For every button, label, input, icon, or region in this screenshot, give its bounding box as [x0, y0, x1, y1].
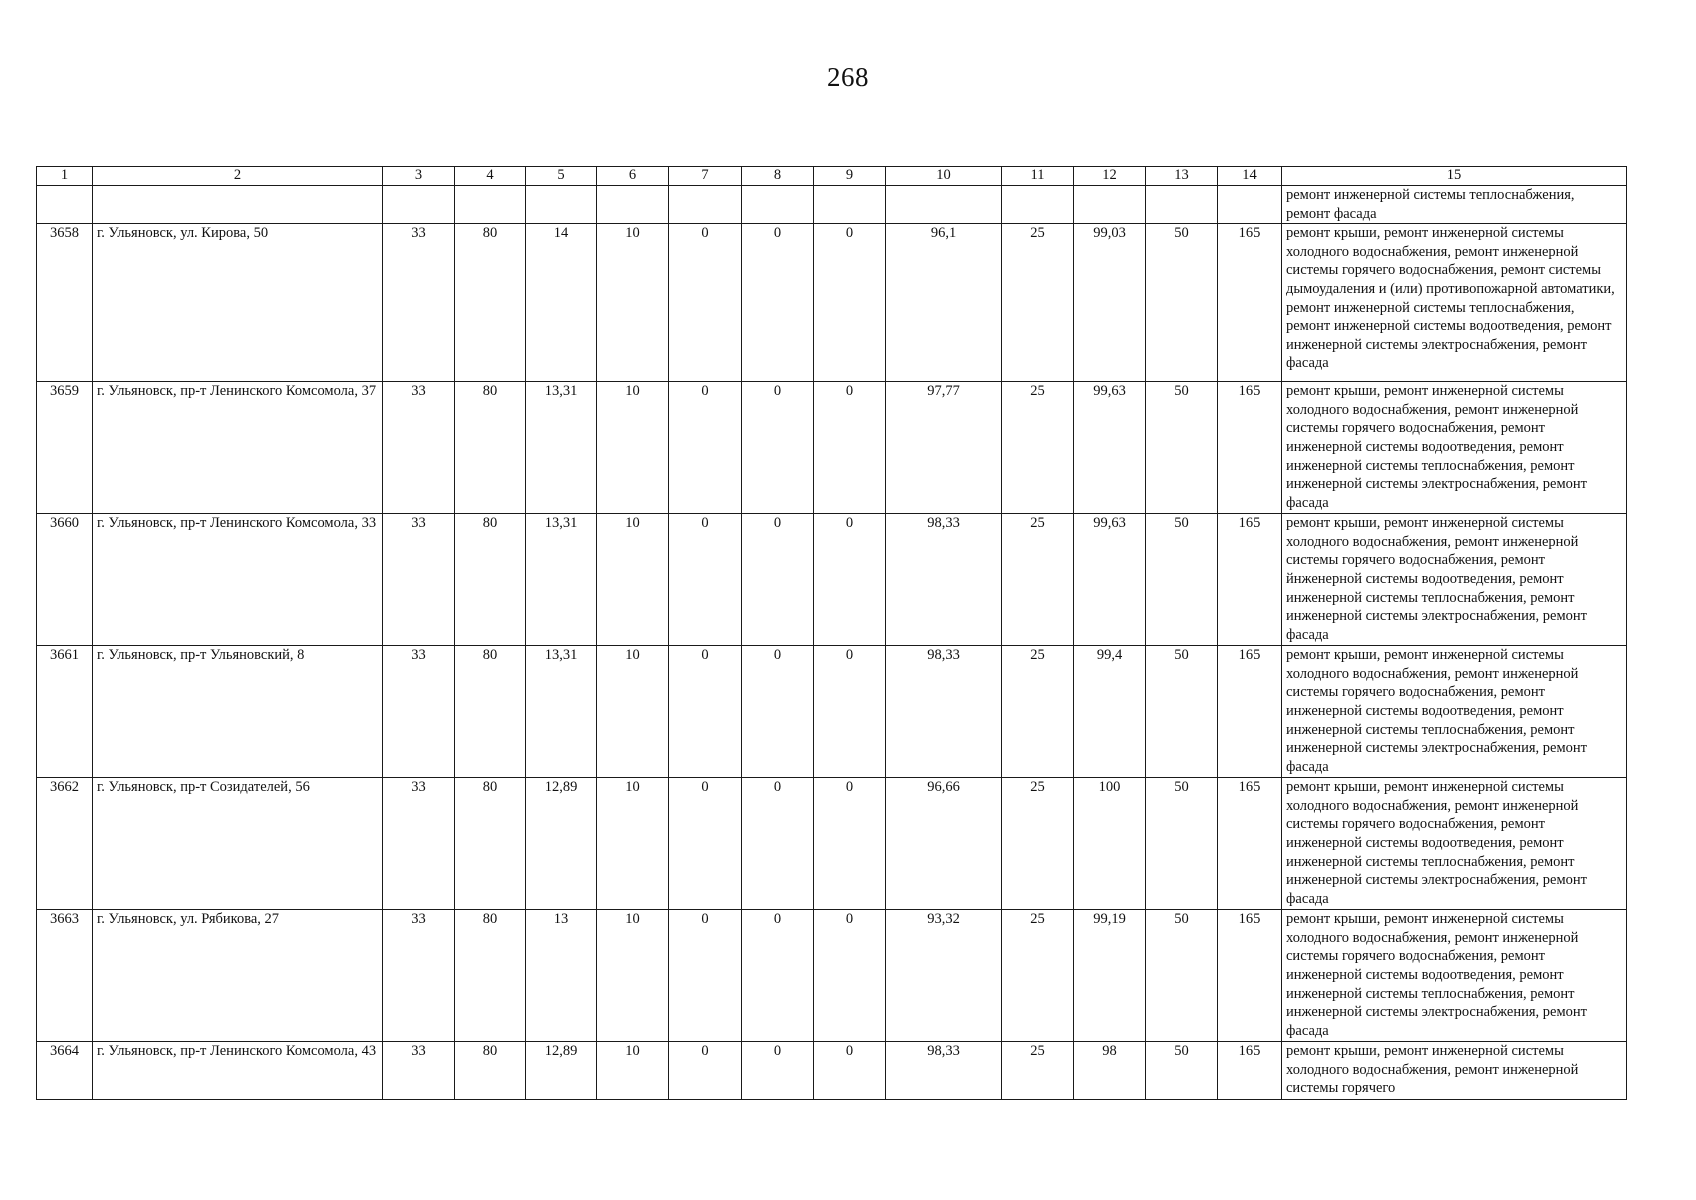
cell-c5: 12,89: [526, 1042, 597, 1100]
table-row-continuation: [37, 186, 1627, 224]
row-works: ремонт крыши, ремонт инженерной системы холодного водоснабжения, ремонт инженерной системы горячего водоснабжения, ремонт инженерной системы водоотведения, ремонт инженерной системы теплоснабжения, ремонт инженерной системы электроснабжения, ремонт фасада: [1282, 646, 1627, 778]
cell-c14: 165: [1218, 1042, 1282, 1100]
cell-c3: 33: [383, 646, 455, 778]
cell-c11: 25: [1002, 1042, 1074, 1100]
column-header: 3: [383, 167, 455, 186]
column-header: 5: [526, 167, 597, 186]
table-row: [37, 224, 1627, 382]
column-header: 14: [1218, 167, 1282, 186]
table-row: [37, 382, 1627, 514]
cell-c5: 13,31: [526, 382, 597, 514]
cell-c6: 10: [597, 646, 669, 778]
cell-c8: 0: [742, 514, 814, 646]
cell-c4: 80: [455, 778, 526, 910]
cell-c10: 96,66: [886, 778, 1002, 910]
cell-c9: 0: [814, 778, 886, 910]
cell-c8: 0: [742, 778, 814, 910]
table-row: [37, 910, 1627, 1042]
row-works: ремонт крыши, ремонт инженерной системы холодного водоснабжения, ремонт инженерной системы горячего водоснабжения, ремонт инженерной системы водоотведения, ремонт инженерной системы теплоснабжения, ремонт инженерной системы электроснабжения, ремонт фасада: [1282, 910, 1627, 1042]
column-header: 7: [669, 167, 742, 186]
table-row: [37, 646, 1627, 778]
cell-c7: 0: [669, 514, 742, 646]
cell-c4: 80: [455, 224, 526, 382]
cell-c14: 165: [1218, 778, 1282, 910]
cell-c6: 10: [597, 1042, 669, 1100]
page-number: 268: [827, 62, 869, 92]
cell-c5: 14: [526, 224, 597, 382]
cell-c11: 25: [1002, 646, 1074, 778]
cell-c7: 0: [669, 646, 742, 778]
column-number-row: [37, 167, 1627, 186]
cell-c5: 13: [526, 910, 597, 1042]
cell-c12: 99,4: [1074, 646, 1146, 778]
column-header: 10: [886, 167, 1002, 186]
column-header: 9: [814, 167, 886, 186]
cell-c8: 0: [742, 646, 814, 778]
cell-c7: 0: [669, 382, 742, 514]
cell-c6: 10: [597, 224, 669, 382]
cell-c8: 0: [742, 224, 814, 382]
cell-c9: 0: [814, 910, 886, 1042]
column-header: 11: [1002, 167, 1074, 186]
cell-c8: 0: [742, 1042, 814, 1100]
cell-c11: 25: [1002, 514, 1074, 646]
cell-c4: 80: [455, 514, 526, 646]
cell-c4: 80: [455, 382, 526, 514]
table-row: [37, 514, 1627, 646]
cell-c11: 25: [1002, 382, 1074, 514]
cell-c3: 33: [383, 224, 455, 382]
cell-c12: 99,63: [1074, 382, 1146, 514]
cell-c12: 100: [1074, 778, 1146, 910]
row-works: ремонт крыши, ремонт инженерной системы холодного водоснабжения, ремонт инженерной системы горячего: [1282, 1042, 1627, 1100]
cell-c10: 97,77: [886, 382, 1002, 514]
column-header: 15: [1282, 167, 1627, 186]
row-works: ремонт крыши, ремонт инженерной системы холодного водоснабжения, ремонт инженерной системы горячего водоснабжения, ремонт системы дымоудаления и (или) противопожарной автоматики, ремонт инженерной системы теплоснабжения, ремонт инженерной системы водоотведения, ремонт инженерной системы электроснабжения, ремонт фасада: [1282, 224, 1627, 382]
cell-c6: 10: [597, 514, 669, 646]
row-address: г. Ульяновск, пр-т Ульяновский, 8: [93, 646, 383, 778]
row-id: 3659: [37, 382, 93, 514]
cell-c11: 25: [1002, 224, 1074, 382]
row-address: г. Ульяновск, пр-т Созидателей, 56: [93, 778, 383, 910]
row-id: 3658: [37, 224, 93, 382]
row-address: г. Ульяновск, ул. Рябикова, 27: [93, 910, 383, 1042]
cell-c10: 98,33: [886, 646, 1002, 778]
cell-c13: 50: [1146, 910, 1218, 1042]
cell-c10: 96,1: [886, 224, 1002, 382]
row-id: 3662: [37, 778, 93, 910]
row-id: 3663: [37, 910, 93, 1042]
column-header: 1: [37, 167, 93, 186]
cell-c10: 98,33: [886, 1042, 1002, 1100]
cell-c9: 0: [814, 382, 886, 514]
cell-c5: 13,31: [526, 514, 597, 646]
column-header: 2: [93, 167, 383, 186]
cell-c13: 50: [1146, 1042, 1218, 1100]
cell-c12: 98: [1074, 1042, 1146, 1100]
column-header: 12: [1074, 167, 1146, 186]
cell-c13: 50: [1146, 778, 1218, 910]
row-address: г. Ульяновск, пр-т Ленинского Комсомола, 37: [93, 382, 383, 514]
cell-c7: 0: [669, 224, 742, 382]
row-works: ремонт крыши, ремонт инженерной системы холодного водоснабжения, ремонт инженерной системы горячего водоснабжения, ремонт йнженерной системы водоотведения, ремонт инженерной системы теплоснабжения, ремонт инженерной системы электроснабжения, ремонт фасада: [1282, 514, 1627, 646]
cell-c3: 33: [383, 1042, 455, 1100]
column-header: 4: [455, 167, 526, 186]
cell-c4: 80: [455, 1042, 526, 1100]
row-works: ремонт крыши, ремонт инженерной системы холодного водоснабжения, ремонт инженерной системы горячего водоснабжения, ремонт инженерной системы водоотведения, ремонт инженерной системы теплоснабжения, ремонт инженерной системы электроснабжения, ремонт фасада: [1282, 778, 1627, 910]
cell-c4: 80: [455, 646, 526, 778]
cell-c9: 0: [814, 646, 886, 778]
cell-c12: 99,63: [1074, 514, 1146, 646]
table-row: [37, 1042, 1627, 1100]
cell-c6: 10: [597, 382, 669, 514]
column-header: 8: [742, 167, 814, 186]
cell-c8: 0: [742, 910, 814, 1042]
row-address: [93, 186, 383, 224]
row-id: 3664: [37, 1042, 93, 1100]
cell-c13: 50: [1146, 646, 1218, 778]
cell-c6: 10: [597, 778, 669, 910]
cell-c14: 165: [1218, 646, 1282, 778]
cell-c5: 12,89: [526, 778, 597, 910]
cell-c13: 50: [1146, 382, 1218, 514]
row-id: [37, 186, 93, 224]
cell-c3: 33: [383, 910, 455, 1042]
cell-c3: 33: [383, 778, 455, 910]
cell-c4: 80: [455, 910, 526, 1042]
row-address: г. Ульяновск, пр-т Ленинского Комсомола, 43: [93, 1042, 383, 1100]
repair-registry-table: [36, 166, 1627, 1100]
column-header: 6: [597, 167, 669, 186]
cell-c8: 0: [742, 382, 814, 514]
cell-c7: 0: [669, 1042, 742, 1100]
cell-c9: 0: [814, 514, 886, 646]
row-id: 3661: [37, 646, 93, 778]
cell-c14: 165: [1218, 224, 1282, 382]
cell-c10: 98,33: [886, 514, 1002, 646]
cell-c11: 25: [1002, 778, 1074, 910]
cell-c13: 50: [1146, 514, 1218, 646]
cell-c6: 10: [597, 910, 669, 1042]
cell-c9: 0: [814, 224, 886, 382]
cell-c5: 13,31: [526, 646, 597, 778]
column-header: 13: [1146, 167, 1218, 186]
row-works: ремонт инженерной системы теплоснабжения, ремонт фасада: [1282, 186, 1627, 224]
cell-c7: 0: [669, 910, 742, 1042]
cell-c3: 33: [383, 514, 455, 646]
cell-c12: 99,19: [1074, 910, 1146, 1042]
cell-c11: 25: [1002, 910, 1074, 1042]
row-address: г. Ульяновск, ул. Кирова, 50: [93, 224, 383, 382]
cell-c14: 165: [1218, 514, 1282, 646]
cell-c14: 165: [1218, 382, 1282, 514]
row-address: г. Ульяновск, пр-т Ленинского Комсомола, 33: [93, 514, 383, 646]
cell-c12: 99,03: [1074, 224, 1146, 382]
cell-c9: 0: [814, 1042, 886, 1100]
cell-c13: 50: [1146, 224, 1218, 382]
cell-c10: 93,32: [886, 910, 1002, 1042]
row-id: 3660: [37, 514, 93, 646]
cell-c3: 33: [383, 382, 455, 514]
cell-c14: 165: [1218, 910, 1282, 1042]
row-works: ремонт крыши, ремонт инженерной системы холодного водоснабжения, ремонт инженерной системы горячего водоснабжения, ремонт инженерной системы водоотведения, ремонт инженерной системы теплоснабжения, ремонт инженерной системы электроснабжения, ремонт фасада: [1282, 382, 1627, 514]
table-row: [37, 778, 1627, 910]
cell-c7: 0: [669, 778, 742, 910]
